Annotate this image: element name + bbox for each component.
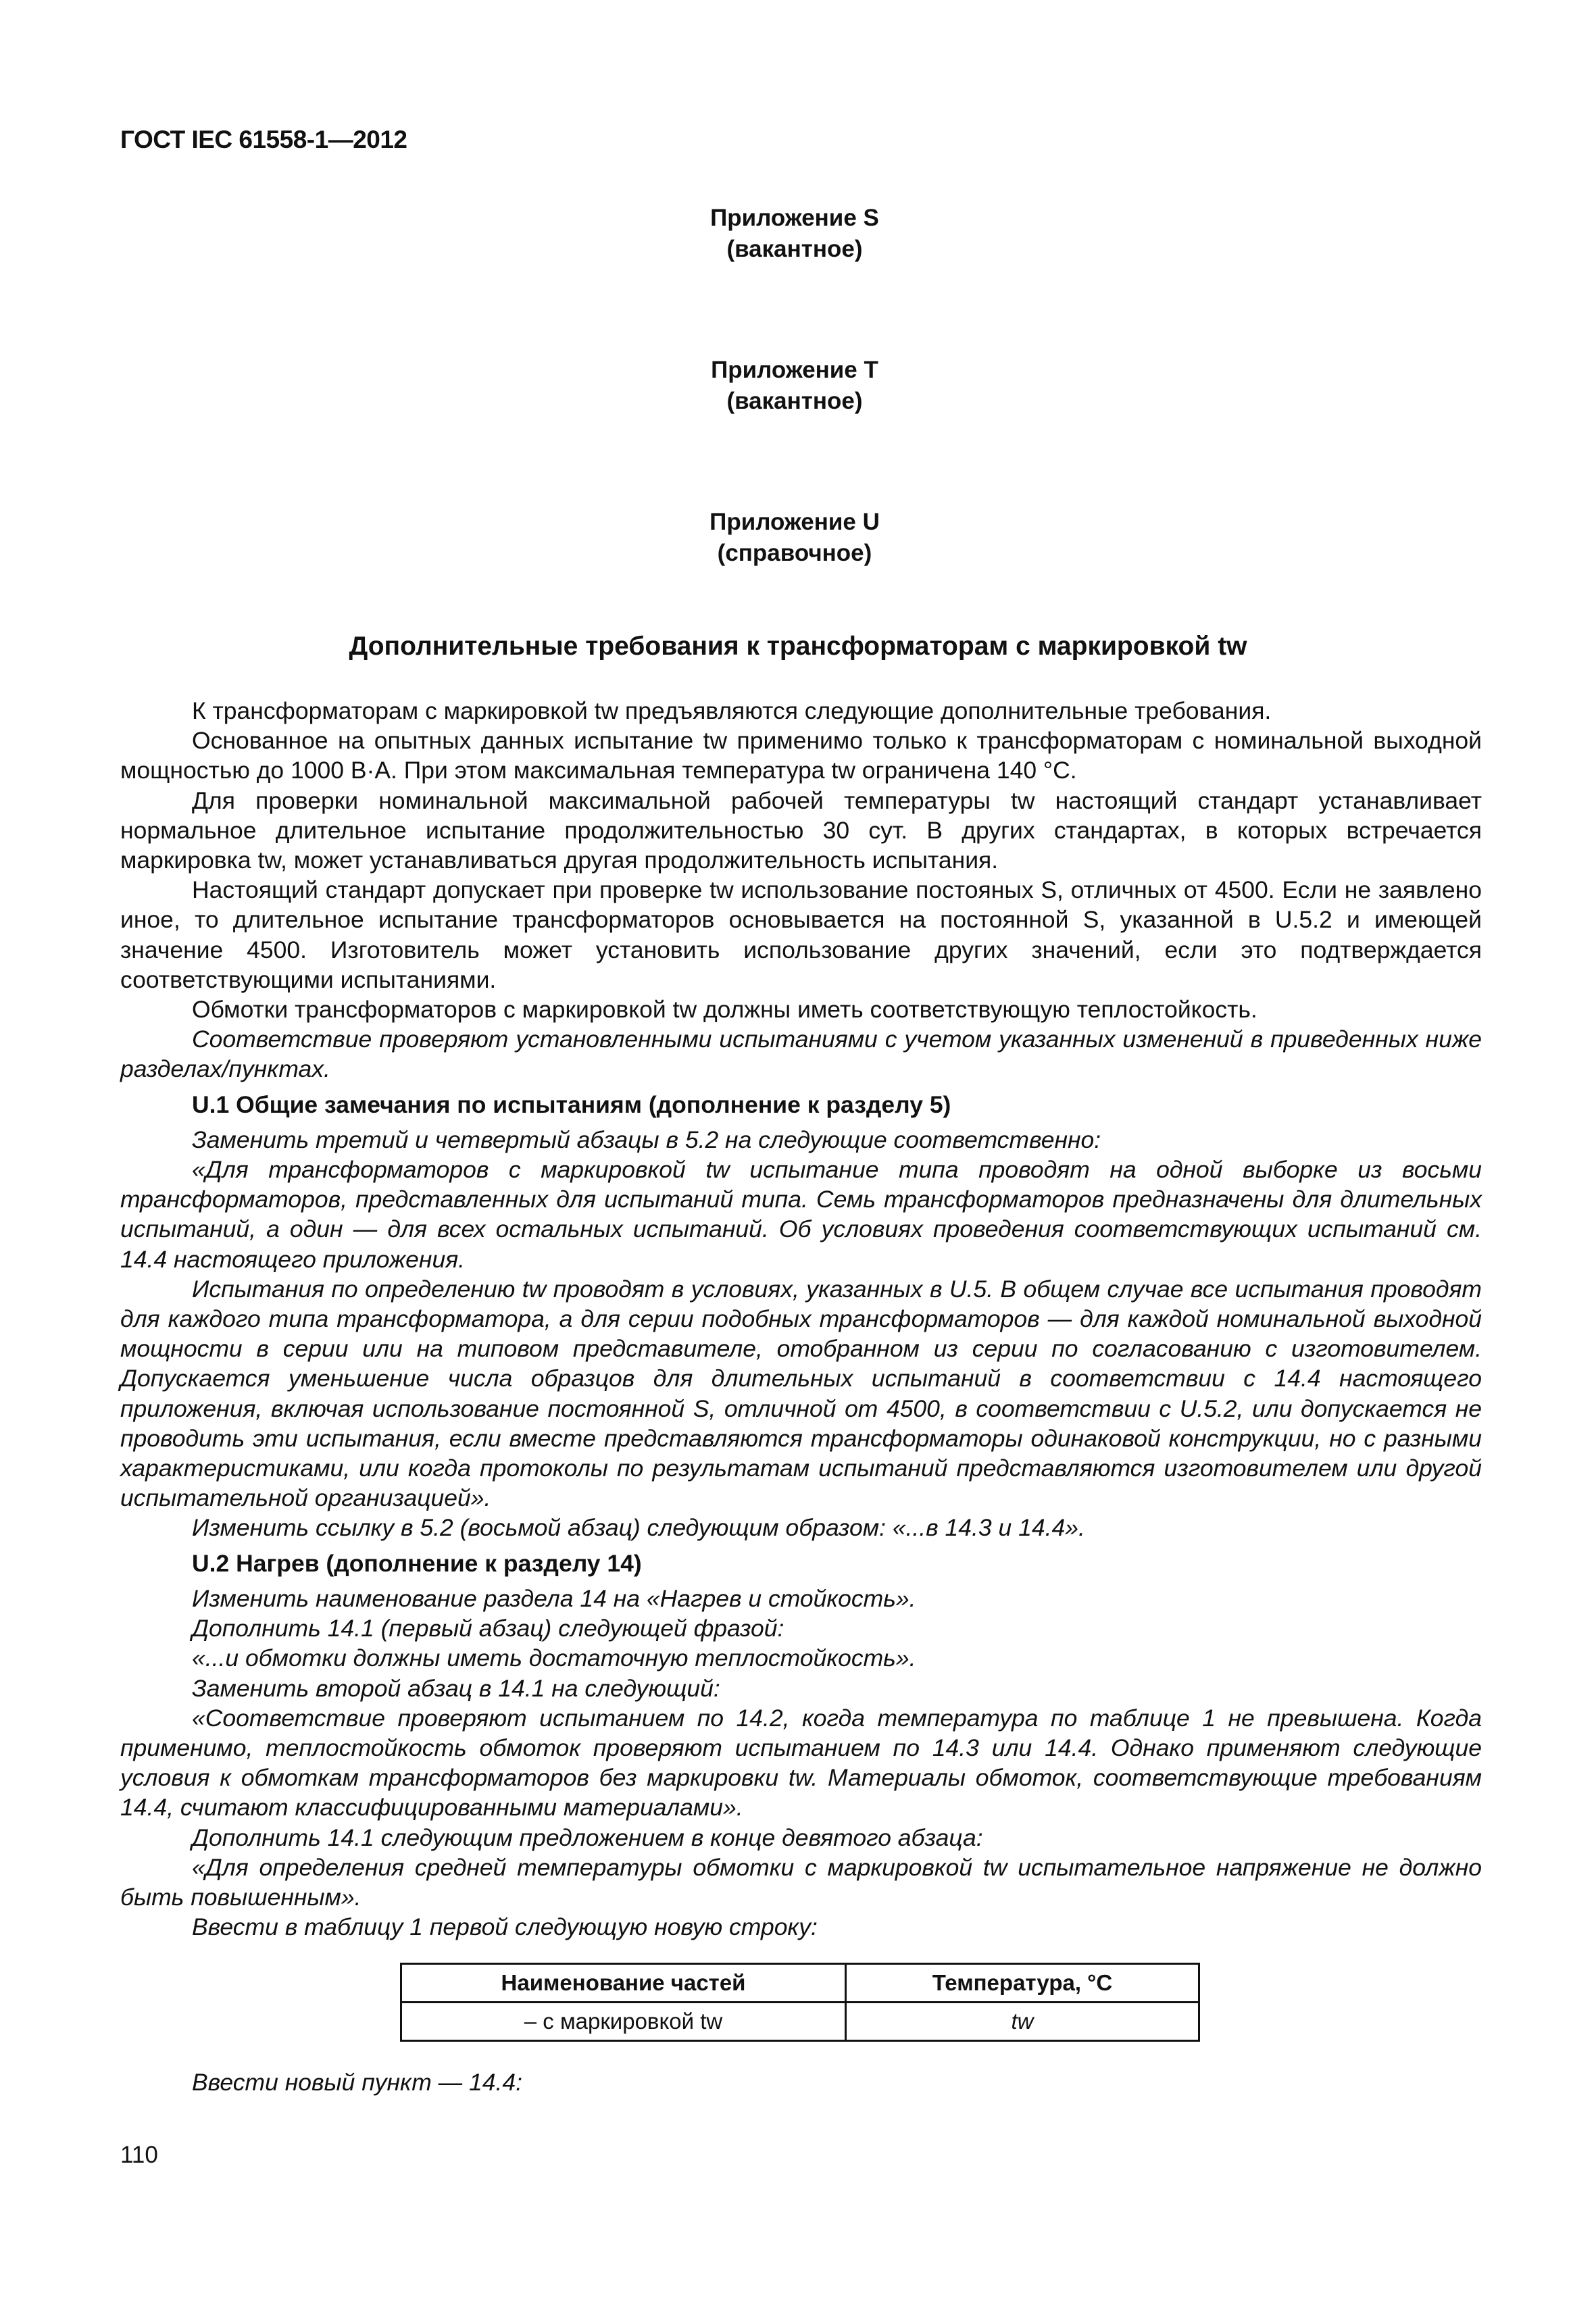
paragraph: «Для определения средней температуры обмотки с маркировкой tw испытательное напряжение не должно быть повышенным».: [120, 1853, 1482, 1911]
annex-title: Приложение U: [709, 509, 880, 535]
paragraph: Настоящий стандарт допускает при проверке tw использование постояных S, отличных от 4500. Если не заявлено иное, то длительное испытание трансформаторов основывается на постоянной S, указанной в U.5.2 и имеющей значение 4500. Изготовитель может установить использование других значений, если это подтверждается соответствующими испытаниями.: [120, 876, 1482, 993]
paragraph: Изменить ссылку в 5.2 (восьмой абзац) следующим образом: «...в 14.3 и 14.4».: [192, 1514, 1085, 1542]
table-header-row: [401, 1964, 1199, 2003]
paragraph: «Соответствие проверяют испытанием по 14.2, когда температура по таблице 1 не превышена. Когда применимо, теплостойкость обмоток проверяют испытанием по 14.3 или 14.4. Однако применяют следующие условия к обмоткам трансформаторов без маркировки tw. Материалы обмоток, соответствующие требованиям 14.4, считают классифицированными материалами».: [120, 1704, 1482, 1821]
paragraph-after-table: Ввести новый пункт — 14.4:: [192, 2069, 522, 2096]
paragraph: Для проверки номинальной максимальной рабочей температуры tw настоящий стандарт устанавливает нормальное длительное испытание продолжительностью 30 сут. В других стандартах, в которых встречается маркировка tw, может устанавливаться другая продолжительность испытания.: [120, 786, 1482, 874]
annex-t: [0, 355, 1596, 417]
paragraph: «Для трансформаторов с маркировкой tw испытание типа проводят на одной выборке из восьми трансформаторов, представленных для испытаний типа. Семь трансформаторов предназначены для длительных испытаний, а один — для всех остальных испытаний. Об условиях проведения соответствующих испытаний см. 14.4 настоящего приложения.: [120, 1156, 1482, 1273]
paragraph: Ввести в таблицу 1 первой следующую новую строку:: [192, 1913, 818, 1941]
document-header: ГОСТ IEC 61558-1—2012: [120, 126, 407, 153]
paragraph: Изменить наименование раздела 14 на «Нагрев и стойкость».: [192, 1584, 916, 1612]
paragraph: «...и обмотки должны иметь достаточную теплостойкость».: [192, 1644, 916, 1672]
table-cell: tw: [846, 2003, 1199, 2041]
paragraph: К трансформаторам с маркировкой tw предъявляются следующие дополнительные требования.: [192, 697, 1272, 724]
annex-status: (вакантное): [726, 388, 863, 414]
annex-status: (вакантное): [726, 236, 863, 262]
paragraph: Заменить третий и четвертый абзацы в 5.2 на следующие соответственно:: [192, 1126, 1101, 1153]
paragraph: Дополнить 14.1 следующим предложением в конце девятого абзаца:: [192, 1823, 983, 1851]
annex-title: Приложение S: [710, 205, 879, 231]
document-body: [120, 696, 1482, 1942]
paragraph: Соответствие проверяют установленными испытаниями с учетом указанных изменений в приведенных ниже разделах/пунктах.: [120, 1026, 1482, 1083]
subsection-heading-u2: U.2 Нагрев (дополнение к разделу 14): [192, 1549, 642, 1577]
annex-s: [0, 203, 1596, 265]
table-row: [401, 2003, 1199, 2041]
paragraph: Основанное на опытных данных испытание tw применимо только к трансформаторам с номинальной выходной мощностью до 1000 В·А. При этом максимальная температура tw ограничена 140 °C.: [120, 727, 1482, 784]
annex-u: [0, 507, 1596, 569]
subsection-heading-u1: U.1 Общие замечания по испытаниям (дополнение к разделу 5): [192, 1090, 951, 1118]
paragraph: Испытания по определению tw проводят в условиях, указанных в U.5. В общем случае все испытания проводят для каждого типа трансформатора, а для серии подобных трансформаторов — для каждой номинальной выходной мощности в серии или на типовом представителе, отобранном из серии по согласованию с изготовителем. Допускается уменьшение числа образцов для длительных испытаний в соответствии с 14.4 настоящего приложения, включая использование постоянной S, отличной от 4500, в соответствии с U.5.2, или допускается не проводить эти испытания, если вместе представляются трансформаторы одинаковой конструкции, но с разными характеристиками, или когда протоколы по результатам испытаний представляются изготовителем или другой испытательной организацией».: [120, 1275, 1482, 1512]
annex-title: Приложение T: [711, 357, 878, 383]
section-title: Дополнительные требования к трансформаторам с маркировкой tw: [349, 632, 1247, 661]
page-number: 110: [120, 2142, 158, 2168]
temperature-table: [400, 1963, 1200, 2042]
column-header: Наименование частей: [401, 1964, 846, 2003]
paragraph: Обмотки трансформаторов с маркировкой tw должны иметь соответствующую теплостойкость.: [192, 996, 1257, 1024]
paragraph: Заменить второй абзац в 14.1 на следующий:: [192, 1674, 720, 1702]
column-header: Температура, °С: [846, 1964, 1199, 2003]
paragraph: Дополнить 14.1 (первый абзац) следующей фразой:: [192, 1615, 784, 1642]
annex-status: (справочное): [717, 540, 872, 566]
table-cell: – с маркировкой tw: [401, 2003, 846, 2041]
